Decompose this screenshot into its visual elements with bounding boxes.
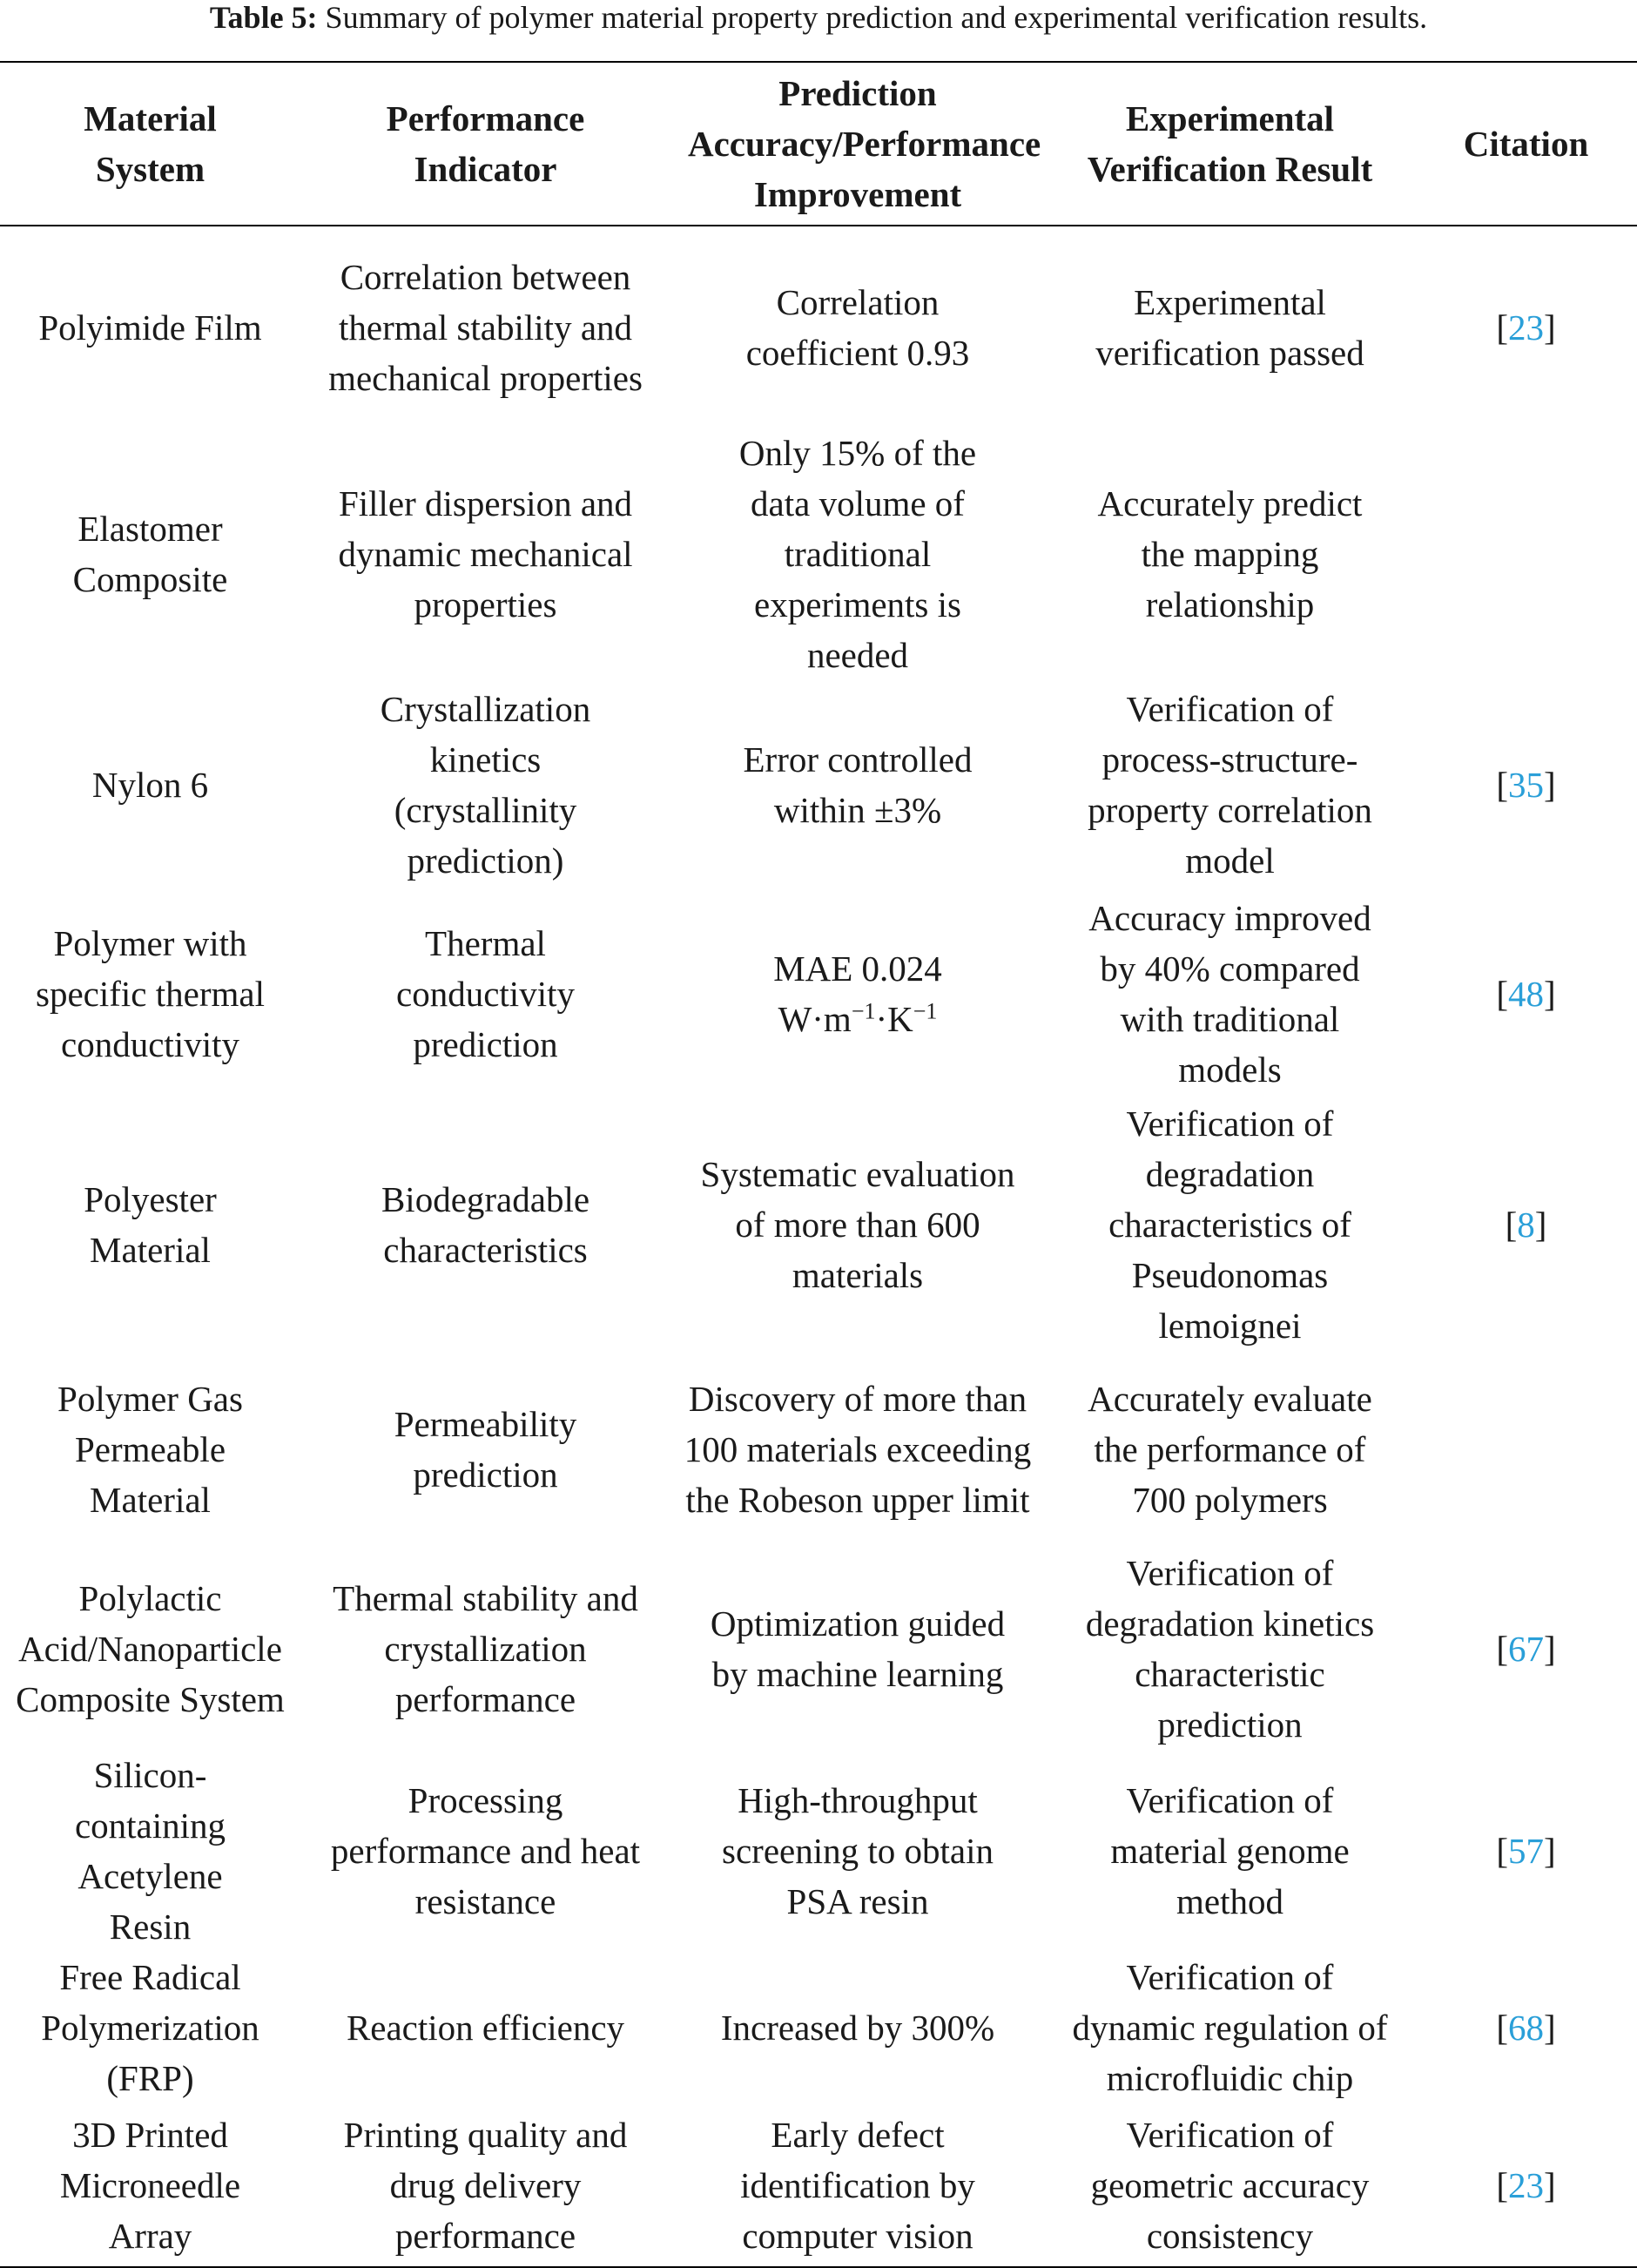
cell-material: Nylon 6: [91, 765, 209, 805]
citation-link[interactable]: 68: [1508, 2008, 1544, 2048]
header-accuracy: Prediction Accuracy/Performance Improvement: [670, 62, 1045, 226]
cell-accuracy: Early defect identification by computer vision: [670, 2103, 1045, 2267]
cell-indicator: Crystallization kinetics (crystallinity prediction): [380, 689, 591, 881]
cell-material: Polymer Gas Permeable Material: [57, 1379, 243, 1520]
header-citation: Citation: [1415, 62, 1637, 226]
citation-link[interactable]: 8: [1517, 1205, 1535, 1245]
cell-citation: [1415, 428, 1637, 680]
header-material: Material System: [0, 62, 300, 226]
table-row: [0, 1952, 1637, 2103]
cell-verification: Accurately predict the mapping relationship: [1097, 483, 1363, 624]
citation-link[interactable]: 57: [1508, 1831, 1544, 1871]
header-verification: Experimental Verification Result: [1045, 62, 1415, 226]
cell-material: Elastomer Composite: [72, 509, 228, 599]
accuracy-mae: MAE 0.024: [773, 948, 942, 989]
table-row: [0, 428, 1637, 680]
cell-indicator: Biodegradable characteristics: [381, 1179, 590, 1270]
cell-accuracy: Discovery of more than 100 materials exceeding the Robeson upper limit: [684, 1379, 1032, 1520]
table-row: [0, 1351, 1637, 1548]
cell-material: Silicon-containing Acetylene Resin: [74, 1755, 226, 1947]
cell-citation: [48]: [1496, 974, 1556, 1014]
accuracy-exp-k: −1: [913, 998, 938, 1024]
cell-citation: [57]: [1496, 1831, 1556, 1871]
cell-citation: [67]: [1496, 1629, 1556, 1669]
cell-accuracy: Optimization guided by machine learning: [710, 1603, 1006, 1694]
cell-material: Polylactic Acid/Nanoparticle Composite System: [16, 1578, 285, 1719]
cell-material: Polyester Material: [84, 1179, 217, 1270]
accuracy-exp-m: −1: [851, 998, 876, 1024]
cell-citation: [23]: [1496, 307, 1556, 348]
cell-material: Polymer with specific thermal conductivity: [36, 923, 265, 1064]
cell-accuracy: Only 15% of the data volume of traditional experiments is needed: [738, 433, 977, 675]
cell-citation: [35]: [1496, 765, 1556, 805]
cell-citation: [1415, 1351, 1637, 1548]
table-row: [0, 680, 1637, 889]
cell-indicator: Thermal stability and crystallization performance: [333, 1578, 638, 1719]
table-row: [0, 226, 1637, 428]
cell-verification: Verification of process-structure-property correlation model: [1088, 689, 1372, 881]
table-row: [0, 2103, 1637, 2267]
table-row: [0, 1098, 1637, 1351]
accuracy-unit-w: W·m: [778, 999, 852, 1039]
cell-verification: Accuracy improved by 40% compared with traditional models: [1088, 898, 1371, 1090]
caption-text: Summary of polymer material property prediction and experimental verification results.: [325, 0, 1428, 35]
cell-accuracy: Increased by 300%: [720, 2008, 995, 2048]
table-row: [0, 1750, 1637, 1952]
cell-indicator: Permeability prediction: [394, 1404, 577, 1495]
citation-link[interactable]: 67: [1508, 1629, 1544, 1669]
citation-link[interactable]: 48: [1508, 974, 1544, 1014]
cell-accuracy: Correlation coefficient 0.93: [745, 281, 970, 373]
cell-material: Free Radical Polymerization (FRP): [41, 1957, 259, 2098]
table-caption: [0, 0, 1637, 40]
cell-verification: Verification of degradation kinetics characteristic prediction: [1085, 1553, 1375, 1745]
cell-indicator: Processing performance and heat resistance: [330, 1780, 641, 1921]
results-table: [0, 61, 1637, 2268]
table-row: [0, 1548, 1637, 1750]
cell-accuracy: [670, 889, 1045, 1098]
cell-accuracy: High-throughput screening to obtain PSA resin: [722, 1780, 994, 1921]
cell-material: 3D Printed Microneedle Array: [0, 2103, 300, 2267]
header-indicator: Performance Indicator: [300, 62, 670, 226]
cell-verification: Verification of degradation characteristics of Pseudonomas lemoignei: [1108, 1104, 1351, 1346]
header-row: [0, 62, 1637, 226]
cell-indicator: Reaction efficiency: [346, 2008, 625, 2048]
cell-verification: Experimental verification passed: [1095, 281, 1364, 373]
cell-accuracy: Systematic evaluation of more than 600 materials: [700, 1154, 1015, 1295]
cell-citation: [8]: [1505, 1205, 1547, 1245]
cell-indicator: Filler dispersion and dynamic mechanical properties: [338, 483, 633, 624]
cell-indicator: Thermal conductivity prediction: [396, 923, 575, 1064]
accuracy-unit-k: ·K: [875, 999, 913, 1039]
cell-accuracy: Error controlled within ±3%: [743, 739, 973, 830]
cell-citation: [23]: [1415, 2103, 1637, 2267]
citation-link[interactable]: 23: [1508, 307, 1544, 348]
cell-verification: Verification of dynamic regulation of microfluidic chip: [1072, 1957, 1388, 2098]
table-row: [0, 889, 1637, 1098]
cell-verification: Verification of material genome method: [1110, 1780, 1350, 1921]
cell-verification: Verification of geometric accuracy consistency: [1045, 2103, 1415, 2267]
cell-citation: [68]: [1496, 2008, 1556, 2048]
cell-indicator: Printing quality and drug delivery performance: [300, 2103, 670, 2267]
caption-label: Table 5:: [209, 0, 318, 35]
citation-link[interactable]: 35: [1508, 765, 1544, 805]
cell-indicator: Correlation between thermal stability and mechanical properties: [328, 256, 643, 398]
citation-link[interactable]: 23: [1508, 2164, 1544, 2205]
cell-material: Polyimide Film: [38, 307, 262, 348]
cell-verification: Accurately evaluate the performance of 700 polymers: [1088, 1379, 1372, 1520]
